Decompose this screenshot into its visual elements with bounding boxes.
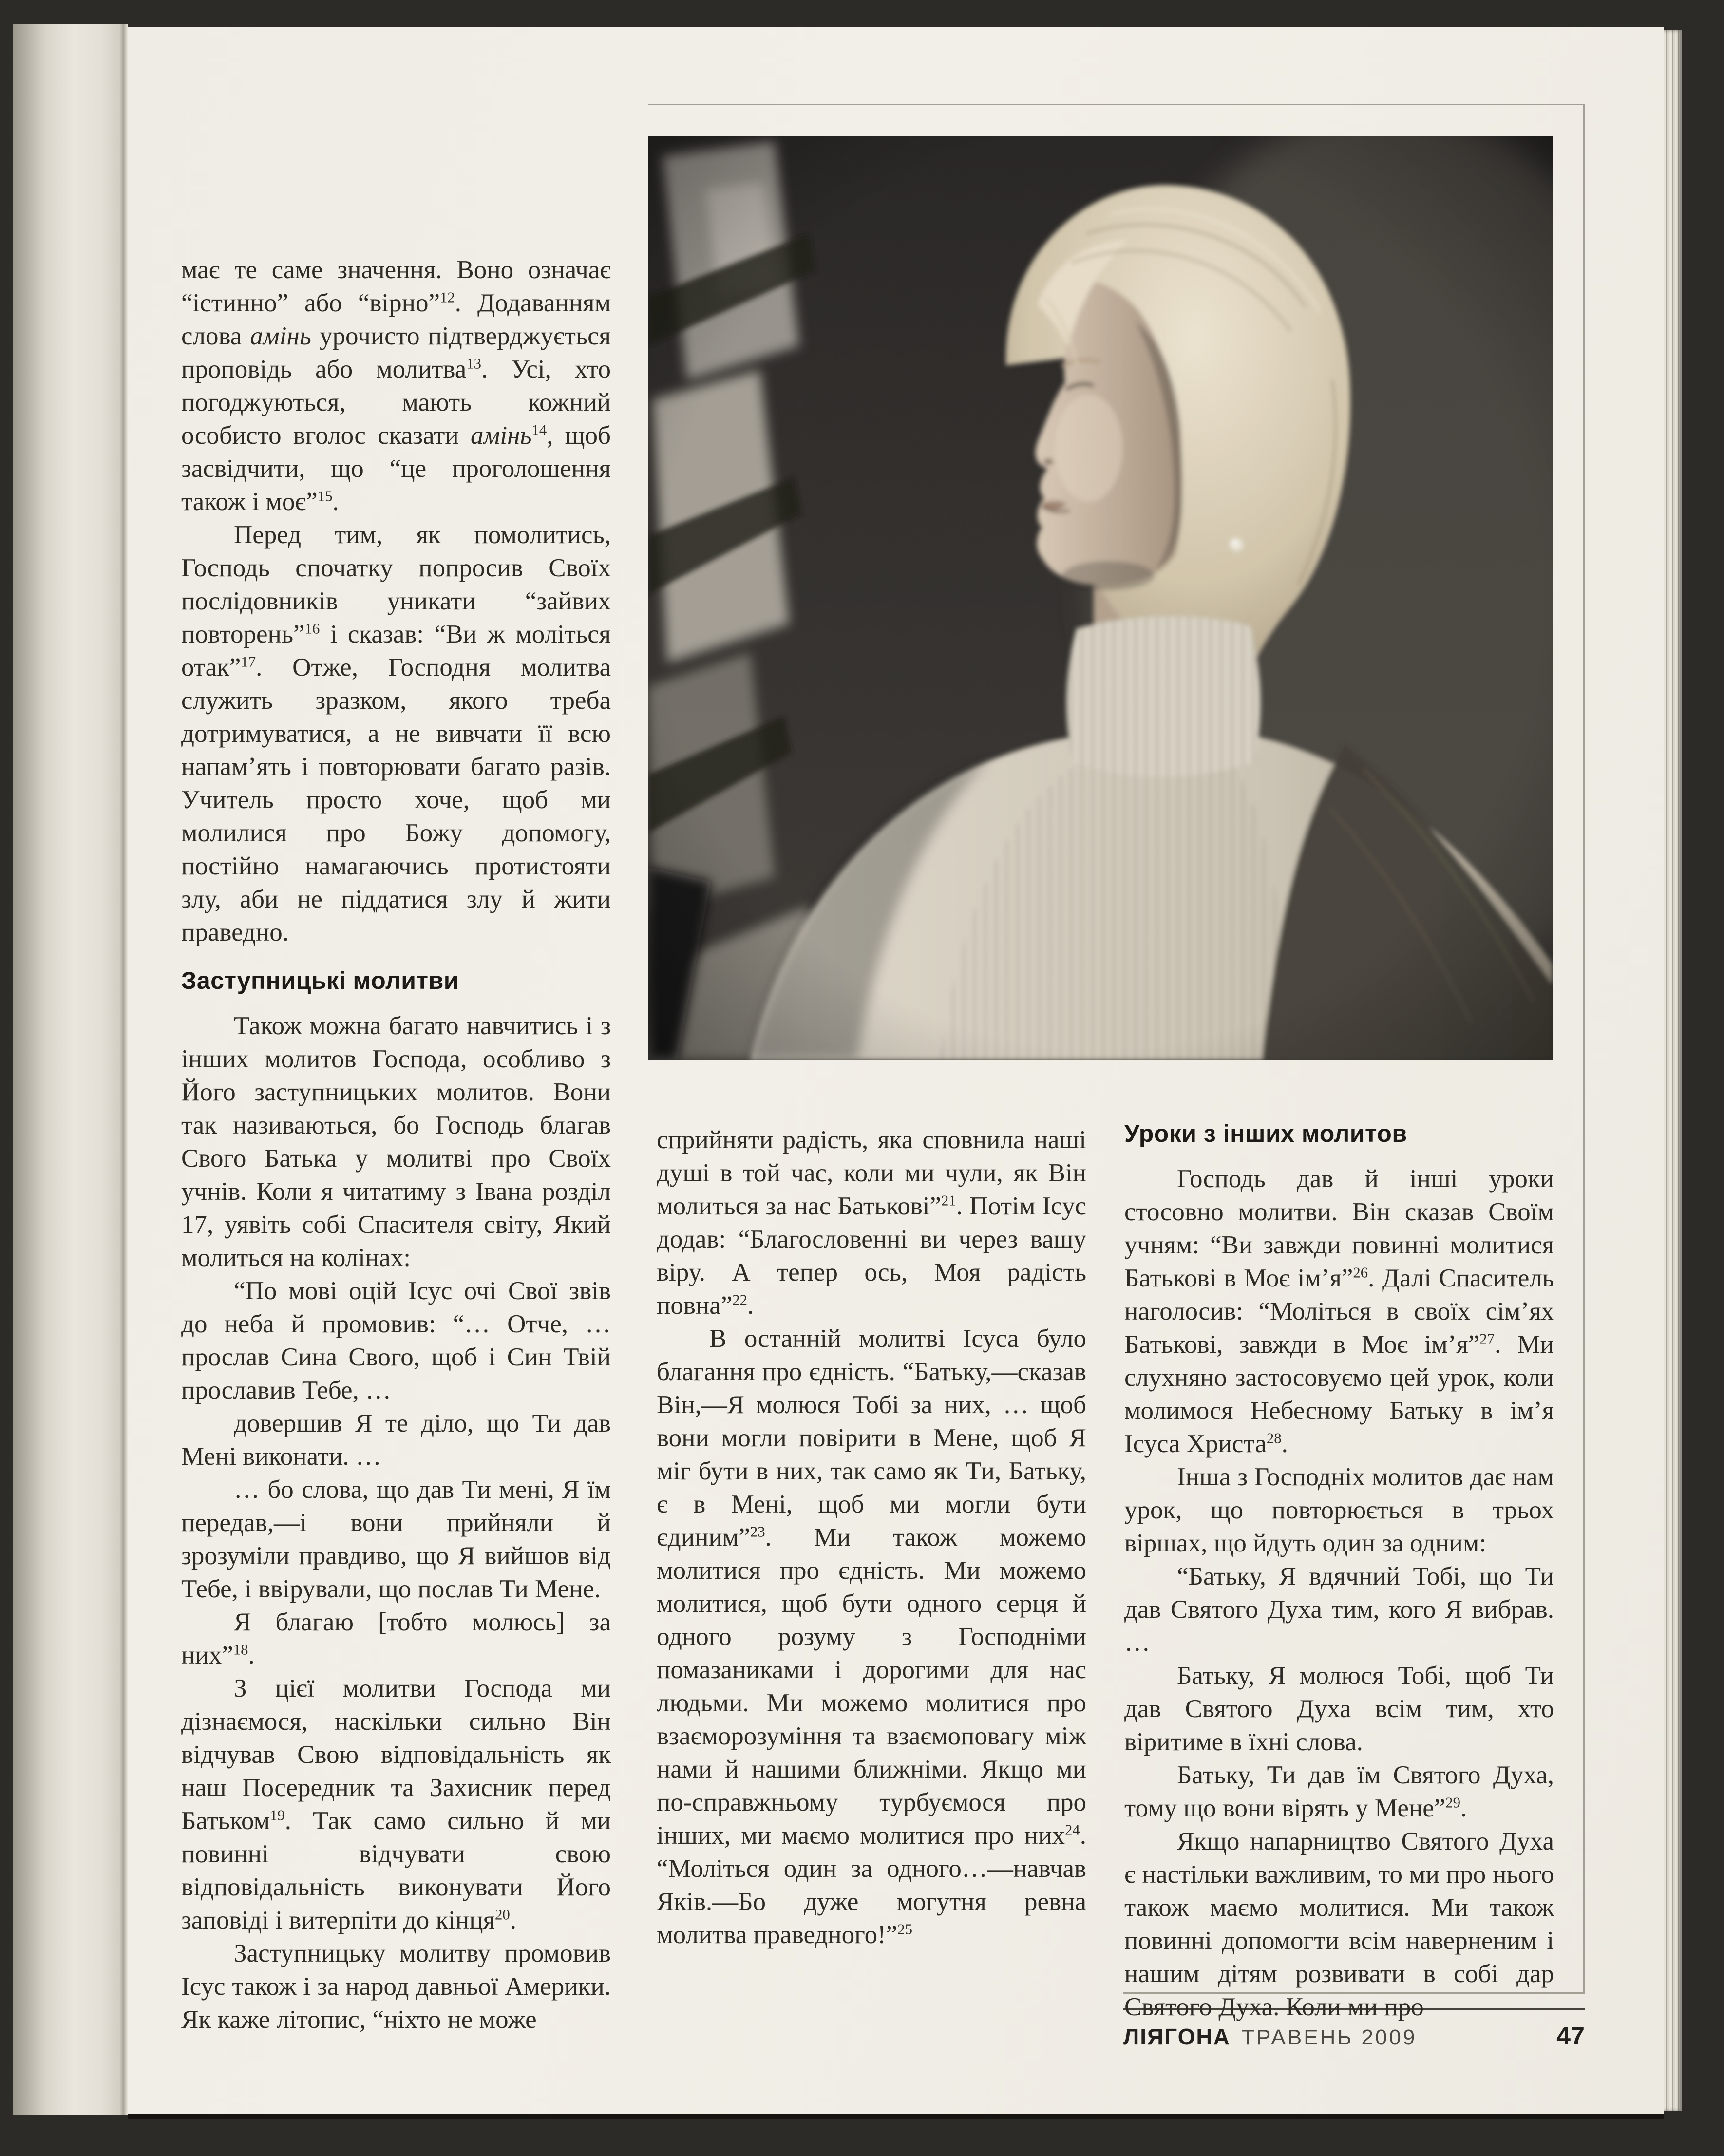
paragraph bbox=[181, 1672, 611, 1937]
paragraph bbox=[1124, 1825, 1554, 2024]
page-footer bbox=[1123, 2022, 1585, 2051]
text-segment: , щоб засвідчити, що “це проголошення також і моє” bbox=[181, 421, 611, 516]
footnote-ref: 22 bbox=[732, 1291, 748, 1308]
footnote-ref: 28 bbox=[1266, 1430, 1282, 1447]
paragraph bbox=[1124, 1460, 1554, 1560]
footnote-ref: 15 bbox=[317, 488, 333, 505]
text-segment: Перед тим, як помолитись, Господь спочатку попросив Своїх послідовників уникати “зайвих повторень” bbox=[181, 521, 611, 648]
footnote-ref: 24 bbox=[1065, 1821, 1080, 1838]
footnote-ref: 17 bbox=[241, 653, 256, 670]
text-segment: Господь дав й інші уроки стосовно молитви. Він сказав Своїм учням: “Ви завжди повинні молитися Батькові в Моє ім’я” bbox=[1124, 1165, 1554, 1292]
paragraph bbox=[181, 1473, 611, 1606]
footnote-ref: 26 bbox=[1353, 1264, 1368, 1281]
text-segment: амінь bbox=[250, 322, 311, 350]
text-segment: . “Моліться один за одного…—навчав Яків.—Бо дуже могутня ревна молитва праведного!” bbox=[657, 1821, 1086, 1949]
paragraph bbox=[181, 1407, 611, 1473]
column-middle bbox=[657, 1123, 1086, 1951]
paragraph bbox=[181, 253, 611, 518]
text-segment: . Ми також можемо молитися про єдність. Ми можемо молитися, щоб бути одного серця й одного розуму з Господніми помазаниками і дорогими для нас людьми. Ми можемо молитися про взаєморозуміння та взаємоповагу між нами й нашими ближніми. Якщо ми по-справжньому турбуємося про інших, ми маємо молитися про них bbox=[657, 1523, 1086, 1850]
text-segment: . bbox=[248, 1641, 255, 1669]
footnote-ref: 25 bbox=[897, 1921, 912, 1938]
text-segment: Також можна багато навчитись і з інших молитов Господа, особливо з Його заступницьких молитов. Вони так називаються, бо Господь благав Свого Батька у молитві про Своїх учнів. Коли я читатиму з Івана розділ 17, уявіть собі Спасителя світу, Який молиться на колінах: bbox=[181, 1012, 611, 1272]
paragraph bbox=[181, 1009, 611, 1274]
footnote-ref: 23 bbox=[750, 1523, 765, 1540]
footnote-ref: 14 bbox=[531, 421, 547, 438]
paragraph bbox=[1124, 1759, 1554, 1825]
article-rule-top bbox=[648, 104, 1584, 105]
paragraph bbox=[1124, 1659, 1554, 1759]
text-segment: . bbox=[510, 1906, 517, 1934]
text-segment: довершив Я те діло, що Ти дав Мені виконати. … bbox=[181, 1409, 611, 1471]
footnote-ref: 12 bbox=[440, 289, 455, 306]
text-segment: сприйняти радість, яка сповнила наші душі в той час, коли ми чули, як Він молиться за нас Батькові” bbox=[657, 1126, 1086, 1220]
section-heading: Заступницькі молитви bbox=[181, 967, 459, 994]
text-segment: урочисто підтверджується проповідь або молитва bbox=[181, 322, 611, 383]
issue-date: ТРАВЕНЬ 2009 bbox=[1241, 2025, 1417, 2049]
text-segment: Батьку, Я молюся Тобі, щоб Ти дав Святого Духа всім тим, хто віритиме в їхні слова. bbox=[1124, 1662, 1554, 1756]
text-segment: Якщо напарництво Святого Духа є настільки важливим, то ми про нього також маємо молитися. Ми також повинні допомогти всім наверненим і нашим дітям розвивати в собі дар Святого Духа. Коли ми про bbox=[1124, 1827, 1554, 2021]
text-segment: Батьку, Ти дав їм Святого Духа, тому що вони вірять у Мене” bbox=[1124, 1761, 1554, 1822]
text-segment: . Усі, хто погоджуються, мають кожний особисто вголос сказати bbox=[181, 355, 611, 450]
footnote-ref: 29 bbox=[1445, 1794, 1460, 1811]
column-right bbox=[1124, 1119, 1554, 2024]
paragraph bbox=[1124, 1560, 1554, 1659]
magazine-title: ЛІЯГОНА bbox=[1123, 2024, 1231, 2049]
page-number: 47 bbox=[1556, 2022, 1585, 2050]
text-segment: В останній молитві Ісуса було благання про єдність. “Батьку,—сказав Він,—Я молюся Тобі за них, … щоб вони могли повірити в Мене, щоб Я міг бути в них, так само як Ти, Батьку, є в Мені, щоб ми могли бути єдиним” bbox=[657, 1324, 1086, 1551]
paragraph bbox=[657, 1123, 1086, 1322]
footnote-ref: 20 bbox=[495, 1906, 510, 1923]
footnote-ref: 18 bbox=[233, 1641, 248, 1658]
footnote-ref: 13 bbox=[466, 355, 481, 372]
photo-woman-profile bbox=[648, 136, 1553, 1060]
right-page-edge-stack bbox=[1664, 30, 1682, 2111]
footnote-ref: 21 bbox=[941, 1192, 956, 1209]
text-segment: . bbox=[332, 488, 339, 516]
article-rule-right bbox=[1583, 104, 1585, 1994]
text-segment: . bbox=[1460, 1794, 1467, 1822]
footnote-ref: 19 bbox=[270, 1807, 285, 1824]
text-segment: . Далі Спаситель наголосив: “Моліться в своїх сім’ях Батькові, завжди в Моє ім’я” bbox=[1124, 1264, 1554, 1359]
text-segment: . bbox=[747, 1291, 754, 1320]
paragraph bbox=[181, 1937, 611, 2036]
text-segment: . Отже, Господня молитва служить зразком, якого треба дотримуватися, а не вивчати її всю напам’ять і повторювати багато разів. Учитель просто хоче, щоб ми молилися про Божу допомогу, постійно намагаючись протистояти злу, аби не піддатися злу й жити праведно. bbox=[181, 653, 611, 946]
footnote-ref: 27 bbox=[1479, 1330, 1495, 1347]
text-segment: амінь bbox=[471, 421, 532, 450]
paragraph bbox=[181, 1606, 611, 1672]
text-segment: і сказав: “Ви ж моліться отак” bbox=[181, 620, 611, 681]
gutter-crease bbox=[120, 24, 128, 2115]
text-segment: . Додаванням слова bbox=[181, 289, 611, 350]
text-segment: має те саме значення. Воно означає “істинно” або “вірно” bbox=[181, 256, 611, 317]
text-segment: З цієї молитви Господа ми дізнаємося, наскільки сильно Він відчував Свою відповідальність як наш Посередник та Захисник перед Батьком bbox=[181, 1674, 611, 1835]
footnote-ref: 16 bbox=[304, 620, 320, 637]
paragraph bbox=[181, 1274, 611, 1407]
section-heading: Уроки з інших молитов bbox=[1124, 1120, 1407, 1147]
text-segment: . Потім Ісус додав: “Благословенні ви через вашу віру. А тепер ось, Моя радість повна” bbox=[657, 1192, 1086, 1320]
paragraph bbox=[657, 1322, 1086, 1951]
column-left bbox=[181, 253, 611, 2036]
text-segment: . bbox=[1281, 1430, 1288, 1458]
text-segment: … бо слова, що дав Ти мені, Я їм передав,—і вони прийняли й зрозуміли правдиво, що Я вийшов від Тебе, і ввірували, що послав Ти Мене. bbox=[181, 1475, 611, 1603]
text-segment: Я благаю [тобто молюсь] за них” bbox=[181, 1608, 611, 1669]
paragraph bbox=[1124, 1162, 1554, 1460]
text-segment: “По мові оцій Ісус очі Свої звів до неба й промовив: “… Отче, … прослав Сина Свого, щоб і Син Твій прославив Тебе, … bbox=[181, 1277, 611, 1404]
text-segment: Інша з Господніх молитов дає нам урок, що повторюється в трьох віршах, що йдуть один за одним: bbox=[1124, 1463, 1554, 1557]
footer-magazine-issue bbox=[1123, 2024, 1417, 2050]
text-segment: Заступницьку молитву промовив Ісус також і за народ давньої Америки. Як каже літопис, “ніхто не може bbox=[181, 1939, 611, 2034]
text-segment: . Так само сильно й ми повинні відчувати свою відповідальність виконувати Його заповіді і витерпіти до кінця bbox=[181, 1807, 611, 1934]
book-spine-page-edges bbox=[13, 24, 124, 2115]
text-segment: . Ми слухняно застосовуємо цей урок, коли молимося Небесному Батьку в ім’я Ісуса Христа bbox=[1124, 1330, 1554, 1458]
paragraph bbox=[181, 518, 611, 949]
text-segment: “Батьку, Я вдячний Тобі, що Ти дав Святого Духа тим, кого Я вибрав. … bbox=[1124, 1562, 1554, 1657]
